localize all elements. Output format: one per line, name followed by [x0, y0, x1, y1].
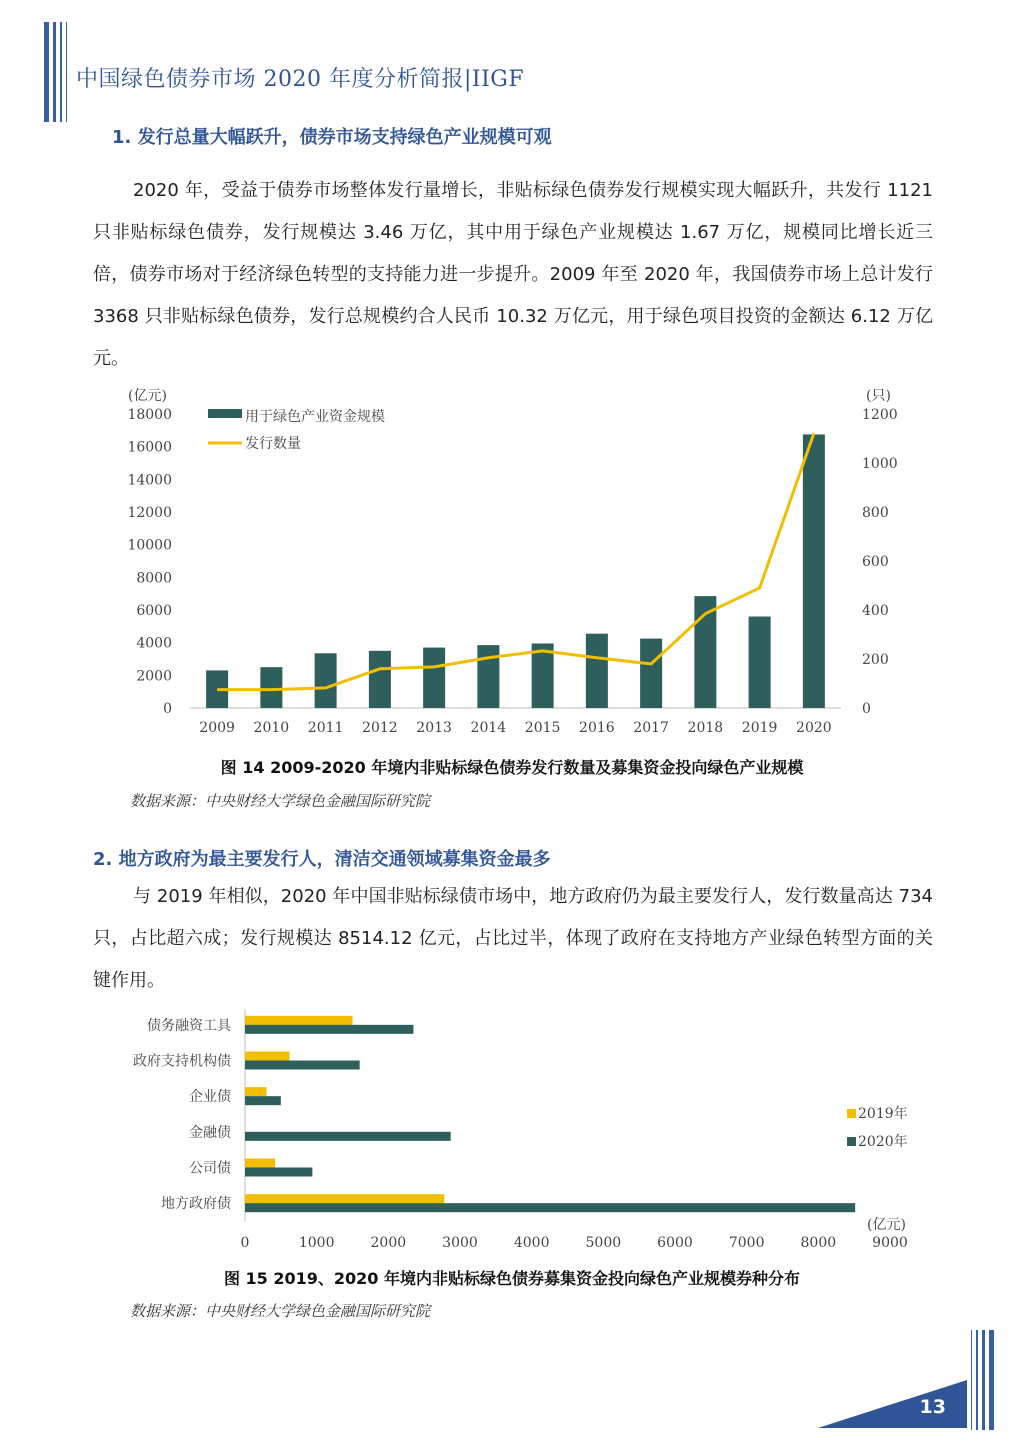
left-axis-tick-label: 4000	[136, 635, 172, 652]
legend-label-2019: 2019年	[858, 1106, 908, 1122]
left-axis-tick-label: 18000	[127, 407, 172, 423]
footer-decor-bar	[989, 1330, 994, 1430]
x-axis-tick-label: 8000	[800, 1235, 837, 1251]
page-number-triangle	[810, 1375, 970, 1430]
header-decor-bar	[66, 22, 67, 122]
legend-label-2020: 2020年	[858, 1134, 908, 1150]
left-axis-tick-label: 14000	[127, 472, 172, 489]
left-axis-tick-label: 8000	[136, 570, 172, 587]
x-axis-tick-label: 2011	[307, 720, 344, 736]
bar-series	[245, 1016, 855, 1212]
section-1-heading: 1. 发行总量大幅跃升，债券市场支持绿色产业规模可观	[112, 127, 552, 148]
bar-2011	[315, 653, 337, 708]
bar-2019年-公司债	[245, 1159, 275, 1168]
section-2-paragraph: 与 2019 年相似，2020 年中国非贴标绿债市场中，地方政府仍为最主要发行人，发行数量高达 734 只，占比超六成；发行规模达 8514.12 亿元，占比过半，体现了政府在支持地方产业绿色转型方面的关键作用。	[93, 886, 933, 991]
figure-14-caption: 图 14 2009-2020 年境内非贴标绿色债券发行数量及募集资金投向绿色产业规模	[220, 758, 804, 777]
right-axis-unit: (只)	[866, 388, 891, 404]
right-axis-tick-label: 0	[862, 701, 871, 717]
footer-decor-bar	[971, 1330, 972, 1430]
bar-2014	[477, 645, 499, 708]
x-axis-tick-label: 2012	[362, 720, 398, 736]
x-axis-tick-label: 2015	[524, 720, 561, 736]
bar-2020年-公司债	[245, 1168, 312, 1177]
bar-2020年-地方政府债	[245, 1203, 855, 1212]
bar-2017	[640, 639, 662, 708]
bar-2019	[749, 617, 771, 708]
bar-2020年-金融债	[245, 1132, 451, 1141]
category-labels	[133, 1018, 232, 1212]
x-axis-tick-label: 2016	[579, 720, 615, 736]
x-axis-ticks	[241, 1235, 908, 1251]
section-1-paragraph: 2020 年，受益于债券市场整体发行量增长，非贴标绿色债券发行规模实现大幅跃升，共发行 1121 只非贴标绿色债券，发行规模达 3.46 万亿，其中用于绿色产业规模达 1.67 万亿，规模同比增长近三倍，债券市场对于经济绿色转型的支持能力进一步提升。2009 年至 2020 年，我国债券市场上总计发行 3368 只非贴标绿色债券，发行总规模约合人民币 10.32 万亿元，用于绿色项目投资的金额达 6.12 万亿元。	[93, 180, 933, 369]
left-axis-tick-label: 10000	[127, 537, 172, 554]
x-axis-tick-label: 9000	[872, 1235, 908, 1251]
bar-series	[206, 434, 825, 708]
footer-decor-bar	[976, 1330, 978, 1430]
right-axis-ticks	[862, 407, 898, 717]
x-axis-tick-label: 2018	[687, 720, 724, 736]
legend-swatch-2020	[847, 1137, 856, 1146]
header-title: 中国绿色债券市场 2020 年度分析简报|IIGF	[76, 67, 525, 92]
left-axis-tick-label: 12000	[127, 505, 172, 521]
figure-15-caption: 图 15 2019、2020 年境内非贴标绿色债券募集资金投向绿色产业规模券种分布	[223, 1269, 801, 1288]
bar-2020年-债务融资工具	[245, 1025, 413, 1034]
legend-swatch-bar	[208, 409, 242, 418]
x-axis-tick-label: 6000	[657, 1235, 693, 1251]
category-label: 企业债	[189, 1089, 231, 1106]
bar-2019年-债务融资工具	[245, 1016, 353, 1025]
header-decor-bar	[44, 22, 49, 122]
legend-swatch-2019	[847, 1109, 856, 1118]
bar-2012	[369, 651, 391, 708]
bar-2016	[586, 634, 608, 708]
legend-label-bar: 用于绿色产业资金规模	[245, 409, 385, 425]
x-axis-tick-label: 4000	[513, 1235, 550, 1251]
category-label: 公司债	[189, 1160, 231, 1177]
x-axis-tick-label: 0	[240, 1235, 250, 1251]
left-axis-unit: (亿元)	[128, 388, 167, 404]
right-axis-tick-label: 600	[862, 554, 889, 570]
category-label: 金融债	[189, 1124, 231, 1141]
bar-2020	[803, 434, 825, 708]
x-axis-tick-label: 2014	[470, 720, 507, 736]
x-axis-ticks	[199, 720, 831, 736]
figure-14-source: 数据来源：中央财经大学绿色金融国际研究院	[130, 792, 431, 810]
bar-2020年-企业债	[245, 1096, 281, 1105]
left-axis-tick-label: 6000	[136, 603, 172, 619]
figure-15-source: 数据来源：中央财经大学绿色金融国际研究院	[130, 1302, 431, 1320]
right-axis-tick-label: 800	[862, 505, 889, 521]
right-axis-tick-label: 200	[862, 652, 889, 668]
x-axis-tick-label: 2019	[741, 720, 778, 736]
x-axis-tick-label: 2010	[253, 720, 290, 736]
left-axis-tick-label: 0	[163, 701, 172, 717]
header-decor-bar	[53, 22, 56, 122]
left-axis-tick-label: 2000	[136, 668, 172, 685]
x-axis-tick-label: 2000	[370, 1235, 407, 1251]
x-axis-tick-label: 2013	[416, 720, 452, 736]
bar-2019年-地方政府债	[245, 1194, 444, 1203]
left-axis-ticks	[127, 407, 172, 717]
bar-2019年-企业债	[245, 1087, 267, 1096]
x-axis-tick-label: 3000	[442, 1235, 478, 1251]
right-axis-tick-label: 1200	[862, 407, 898, 423]
line-series-issuance-count	[217, 433, 814, 689]
legend-label-line: 发行数量	[245, 436, 301, 452]
x-axis-tick-label: 5000	[585, 1235, 622, 1251]
bar-2019年-政府支持机构债	[245, 1052, 289, 1061]
figure-15-chart	[100, 1005, 924, 1255]
x-axis-tick-label: 2017	[633, 720, 669, 736]
figure-14-chart	[100, 380, 924, 750]
header-decor-bar	[60, 22, 62, 122]
page-number: 13	[919, 1396, 946, 1418]
x-axis-tick-label: 2009	[199, 720, 235, 736]
x-axis-unit: (亿元)	[867, 1217, 906, 1233]
x-axis-tick-label: 1000	[298, 1235, 335, 1251]
bar-2013	[423, 648, 445, 708]
category-label: 政府支持机构债	[133, 1053, 231, 1070]
x-axis-tick-label: 2020	[796, 720, 832, 736]
footer-decor-bar	[982, 1330, 985, 1430]
bar-2010	[260, 667, 282, 708]
x-axis-tick-label: 7000	[728, 1235, 765, 1251]
bar-2020年-政府支持机构债	[245, 1061, 360, 1070]
section-2-heading: 2. 地方政府为最主要发行人，清洁交通领域募集资金最多	[93, 849, 551, 870]
right-axis-tick-label: 400	[862, 603, 889, 619]
category-label: 地方政府债	[161, 1196, 231, 1213]
category-label: 债务融资工具	[147, 1017, 231, 1034]
right-axis-tick-label: 1000	[862, 456, 898, 472]
left-axis-tick-label: 16000	[127, 439, 172, 456]
